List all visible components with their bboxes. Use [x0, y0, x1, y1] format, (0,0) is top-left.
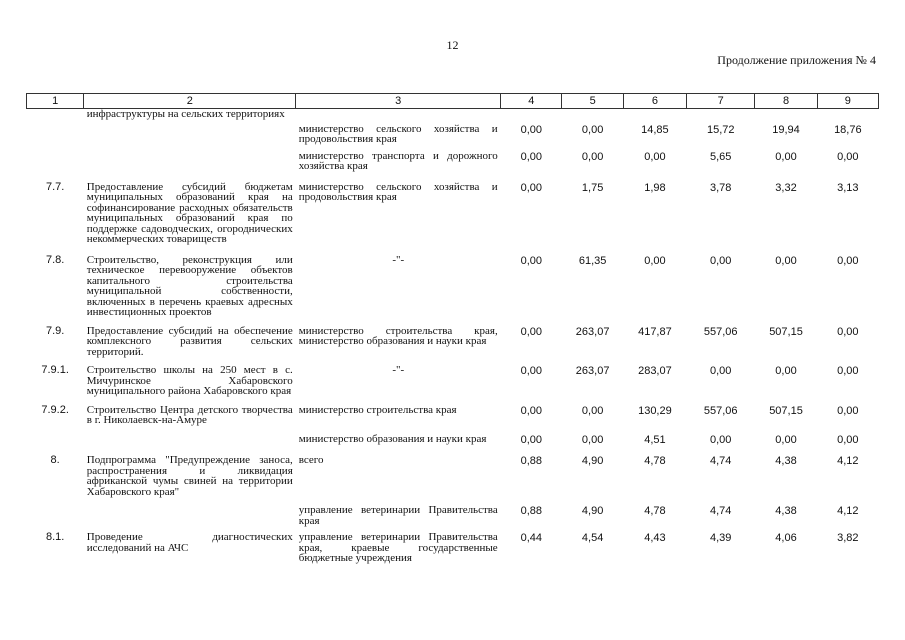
funding-value: 4,74	[710, 505, 732, 517]
funding-value: 0,00	[520, 150, 543, 163]
funding-value: 130,29	[638, 404, 672, 417]
row-number: 7.8.	[45, 253, 65, 266]
funding-value: 4,38	[775, 505, 797, 517]
funding-value: 0,00	[520, 123, 543, 136]
measure-name: Строительство школы на 250 мест в с. Мичуринское Хабаровского муниципального района Хабаровского края	[86, 364, 293, 397]
funding-value: 15,72	[706, 123, 735, 136]
funding-value: 0,00	[837, 433, 859, 446]
measure-name	[84, 505, 296, 526]
measure-name: Предоставление субсидий бюджетам муниципальных образований края на софинансирование расходных обязательств муниципальных образований края по поддержке садоводческих, огороднических некоммерческих товариществ	[86, 180, 293, 245]
column-header: 3	[296, 94, 501, 109]
funding-value: 4,90	[581, 455, 604, 467]
table-row	[27, 151, 879, 172]
table-row	[27, 255, 879, 318]
funding-value	[501, 109, 562, 120]
funding-value: 283,07	[638, 365, 672, 377]
funding-value: 3,32	[775, 181, 797, 194]
funding-value: 507,15	[769, 404, 803, 417]
column-header: 6	[623, 94, 686, 109]
funding-value: 0,88	[520, 455, 543, 467]
page-number: 12	[446, 38, 459, 52]
funding-value: 0,00	[520, 181, 543, 194]
column-header: 9	[817, 94, 878, 109]
row-spacer	[27, 172, 879, 182]
funding-value: 417,87	[638, 325, 672, 338]
row-number: 8.	[50, 454, 60, 466]
funding-value: 4,38	[775, 455, 797, 467]
funding-value: 0,00	[775, 150, 797, 163]
funding-value: 1,75	[581, 181, 604, 194]
funding-value: 263,07	[575, 325, 610, 338]
executor: -"-	[392, 364, 405, 376]
measure-name: Строительство, реконструкция или техническое перевооружение объектов капитального строительства муниципальной собственности, включенных в перечень краевых адресных инвестиционных проектов	[86, 253, 293, 318]
funding-value: 4,12	[837, 505, 859, 517]
executor: министерство транспорта и дорожного хозяйства края	[298, 149, 498, 172]
executor: министерство строительства края	[298, 403, 457, 416]
row-spacer-cell	[27, 245, 879, 255]
row-number	[27, 505, 84, 526]
funding-value	[755, 109, 817, 120]
funding-value: 0,00	[581, 150, 604, 163]
column-header: 4	[501, 94, 562, 109]
executor: всего	[298, 454, 324, 466]
funding-value: 0,00	[710, 365, 732, 377]
funding-value: 5,65	[710, 150, 732, 163]
table-row	[27, 532, 879, 564]
table-row	[27, 405, 879, 426]
continuation-label: Продолжение приложения № 4	[717, 53, 876, 67]
row-number: 7.9.1.	[41, 364, 69, 376]
measure-name	[84, 124, 296, 145]
row-spacer-cell	[27, 172, 879, 182]
measure-name: Предоставление субсидий на обеспечение комплексного развития сельских территорий.	[86, 324, 293, 358]
funding-value: 4,54	[581, 532, 604, 544]
executor	[296, 109, 501, 120]
table-body	[27, 109, 879, 564]
funding-value: 4,51	[644, 433, 666, 446]
measure-name: инфраструктуры на сельских территориях	[86, 108, 285, 120]
funding-value: 0,00	[520, 433, 543, 446]
funding-value: 507,15	[769, 325, 803, 338]
funding-value: 557,06	[703, 325, 738, 338]
funding-value: 0,00	[775, 433, 797, 446]
funding-value: 0,00	[581, 123, 604, 136]
row-number: 7.9.2.	[41, 403, 69, 416]
executor: министерство сельского хозяйства и продовольствия края	[298, 122, 498, 145]
funding-value: 0,00	[837, 254, 859, 267]
funding-value: 0,00	[710, 254, 732, 267]
funding-value: 0,00	[581, 433, 604, 446]
funding-value: 14,85	[641, 123, 669, 136]
funding-value: 1,98	[644, 181, 666, 194]
funding-value: 263,07	[575, 365, 610, 377]
funding-value: 0,44	[520, 532, 543, 544]
funding-value: 0,00	[644, 150, 666, 163]
funding-value: 0,00	[520, 254, 543, 267]
executor: министерство строительства края, министерство образования и науки края	[298, 324, 498, 347]
funding-value: 0,00	[520, 404, 543, 417]
funding-value: 0,00	[837, 325, 859, 338]
row-number	[27, 434, 84, 446]
column-header: 7	[687, 94, 755, 109]
executor: министерство образования и науки края	[298, 432, 487, 445]
funding-value: 0,00	[775, 254, 797, 267]
measure-name	[84, 151, 296, 172]
table-row	[27, 365, 879, 397]
row-number: 7.7.	[45, 180, 65, 193]
funding-value: 0,00	[520, 365, 543, 377]
row-number	[27, 124, 84, 145]
measure-name: Строительство Центра детского творчества в г. Николаевск-на-Амуре	[86, 403, 293, 426]
funding-value: 0,00	[837, 365, 859, 377]
table-row	[27, 109, 879, 120]
funding-value	[687, 109, 755, 120]
table-row	[27, 434, 879, 446]
funding-value: 4,78	[644, 455, 666, 467]
executor: управление ветеринарии Правительства края, краевые государственные бюджетные учреждения	[298, 531, 498, 564]
funding-value: 4,78	[644, 505, 666, 517]
funding-value: 0,88	[520, 505, 543, 517]
row-number	[27, 151, 84, 172]
table-row	[27, 326, 879, 358]
measure-name	[84, 434, 296, 446]
executor: министерство сельского хозяйства и продовольствия края	[298, 180, 498, 203]
funding-value: 19,94	[772, 123, 800, 136]
table-row	[27, 124, 879, 145]
funding-value: 3,78	[710, 181, 732, 194]
executor: -"-	[392, 253, 405, 266]
row-number	[27, 109, 84, 120]
column-header: 5	[562, 94, 623, 109]
executor: управление ветеринарии Правительства края	[298, 504, 498, 527]
funding-value: 0,00	[710, 433, 732, 446]
table-row	[27, 455, 879, 497]
funding-value: 0,00	[775, 365, 797, 377]
measure-name: Подпрограмма "Предупреждение заноса, распространения и ликвидация африканской чумы свиней на территории Хабаровского края"	[86, 454, 293, 498]
funding-value: 557,06	[703, 404, 738, 417]
funding-value: 0,00	[581, 404, 604, 417]
funding-value: 18,76	[834, 123, 862, 136]
funding-value: 0,00	[644, 254, 666, 267]
funding-value: 3,13	[837, 181, 859, 194]
funding-value: 4,12	[837, 455, 859, 467]
column-header: 8	[755, 94, 817, 109]
funding-value: 4,90	[581, 505, 604, 517]
funding-value: 4,06	[775, 532, 797, 544]
funding-value: 4,39	[710, 532, 732, 544]
funding-value: 0,00	[837, 150, 859, 163]
table-header	[27, 94, 879, 109]
funding-value: 4,43	[644, 532, 666, 544]
funding-value: 61,35	[578, 254, 607, 267]
funding-value: 0,00	[837, 404, 859, 417]
column-header: 2	[84, 94, 296, 109]
program-table	[26, 93, 879, 564]
funding-value: 3,82	[837, 532, 859, 544]
funding-value	[817, 109, 878, 120]
funding-value: 4,74	[710, 455, 732, 467]
table-row	[27, 182, 879, 245]
funding-value	[623, 109, 686, 120]
table-row	[27, 505, 879, 526]
row-spacer	[27, 245, 879, 255]
row-number: 8.1.	[45, 531, 65, 543]
measure-name: Проведение диагностических исследований на АЧС	[86, 531, 293, 554]
row-number: 7.9.	[45, 324, 65, 337]
funding-value: 0,00	[520, 325, 543, 338]
column-header: 1	[27, 94, 84, 109]
funding-value	[562, 109, 623, 120]
